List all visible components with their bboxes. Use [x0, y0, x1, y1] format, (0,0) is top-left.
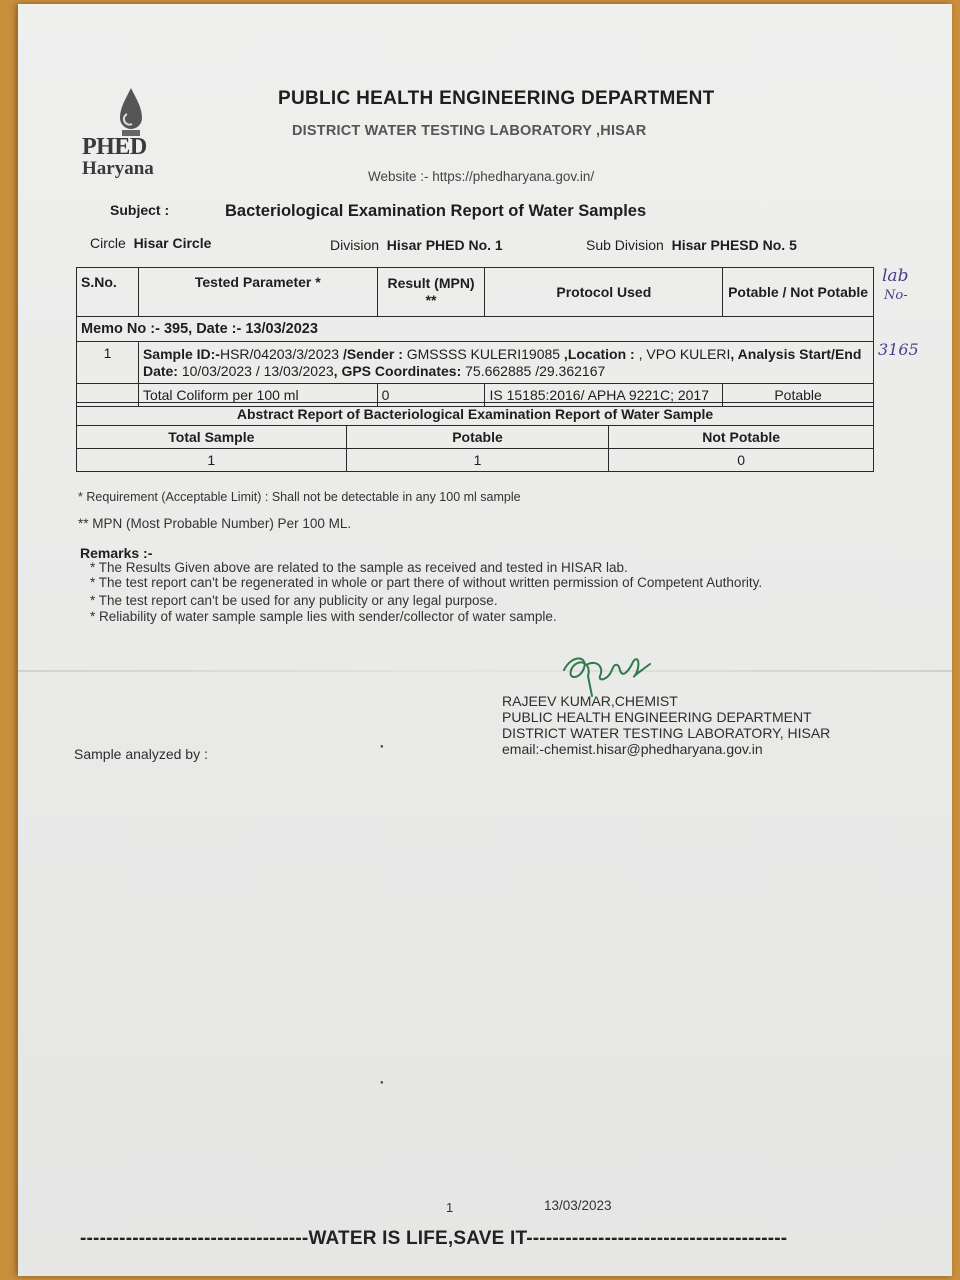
- abstract-header-potable: Potable: [346, 426, 609, 449]
- signatory-lab: DISTRICT WATER TESTING LABORATORY, HISAR: [502, 725, 831, 741]
- result-value: 0: [377, 384, 485, 407]
- gps-value: 75.662885 /29.362167: [461, 362, 606, 379]
- sample-id: HSR/04203/3/2023: [219, 345, 340, 362]
- subject-label: Subject :: [110, 202, 170, 218]
- handwritten-lab: lab: [882, 266, 909, 286]
- footer-date: 13/03/2023: [544, 1198, 612, 1213]
- memo-row: [77, 317, 874, 342]
- sample-details: [138, 342, 873, 384]
- location-value: , VPO KULERI: [638, 345, 731, 362]
- abstract-table: [76, 402, 874, 472]
- department-title: PUBLIC HEALTH ENGINEERING DEPARTMENT: [278, 88, 715, 109]
- analysis-label: , Analysis Start/End Date:: [142, 345, 862, 379]
- abstract-header-total: Total Sample: [77, 426, 347, 449]
- sample-row: [77, 342, 874, 384]
- subject-text: Bacteriological Examination Report of Water Samples: [225, 202, 647, 220]
- mpn-note: ** MPN (Most Probable Number) Per 100 ML.: [78, 516, 352, 531]
- header-sno: S.No.: [77, 268, 139, 317]
- remark-item: * The Results Given above are related to the sample as received and tested in HISAR lab.: [90, 560, 628, 575]
- division-label: Division: [330, 237, 380, 253]
- abstract-value-row: [77, 449, 874, 472]
- paper-fold: [18, 670, 952, 672]
- circle-field: [90, 235, 211, 251]
- result-potable: Potable: [723, 384, 874, 407]
- signatory-name: RAJEEV KUMAR,CHEMIST: [502, 693, 678, 709]
- signatory-dept: PUBLIC HEALTH ENGINEERING DEPARTMENT: [502, 709, 812, 725]
- analysis-dates: 10/03/2023 / 13/03/2023: [177, 362, 334, 379]
- phed-logo: [80, 82, 190, 182]
- handwritten-no: No-: [884, 288, 908, 303]
- subdivision-value: Hisar PHESD No. 5: [671, 237, 797, 253]
- signatory-email: email:-chemist.hisar@phedharyana.gov.in: [502, 741, 763, 757]
- abstract-not-potable: 0: [609, 449, 874, 472]
- division-value: Hisar PHED No. 1: [386, 237, 503, 253]
- remark-item: * The test report can't be used for any publicity or any legal purpose.: [90, 593, 498, 608]
- header-result: Result (MPN) **: [377, 268, 485, 317]
- logo-line2: Haryana: [82, 158, 154, 179]
- remarks-heading: Remarks :-: [80, 545, 153, 561]
- sender-value: GMSSSS KULERI19085: [406, 345, 561, 362]
- memo-text: Memo No :- 395, Date :- 13/03/2023: [77, 317, 874, 342]
- abstract-header-row: [77, 426, 874, 449]
- abstract-total: 1: [77, 449, 347, 472]
- result-protocol: IS 15185:2016/ APHA 9221C; 2017: [485, 384, 723, 407]
- abstract-title-row: [77, 403, 874, 426]
- subdivision-label: Sub Division: [586, 237, 664, 253]
- footer-slogan: -----------------------------------WATER IS LIFE,SAVE IT----------------------------------------: [80, 1228, 788, 1249]
- dot-mark: ●: [380, 1080, 384, 1086]
- header-protocol: Protocol Used: [485, 268, 723, 317]
- remark-item: * Reliability of water sample sample lies with sender/collector of water sample.: [90, 609, 557, 624]
- circle-label: Circle: [90, 235, 126, 251]
- abstract-header-not-potable: Not Potable: [609, 426, 874, 449]
- website-text: Website :- https://phedharyana.gov.in/: [368, 169, 595, 184]
- remark-item: * The test report can't be regenerated in whole or part there of without written permission of Competent Authority.: [90, 575, 763, 590]
- requirement-note: * Requirement (Acceptable Limit) : Shall not be detectable in any 100 ml sample: [78, 490, 521, 504]
- sample-sno: 1: [77, 342, 139, 384]
- gps-label: , GPS Coordinates:: [333, 362, 462, 379]
- table-header-row: [77, 268, 874, 317]
- handwritten-number: 3165: [878, 340, 919, 359]
- dot-mark: ●: [380, 744, 384, 750]
- results-table: [76, 267, 874, 407]
- subdivision-field: [586, 237, 797, 253]
- report-page: [18, 4, 952, 1276]
- abstract-title: Abstract Report of Bacteriological Examination Report of Water Sample: [77, 403, 874, 426]
- header-potable: Potable / Not Potable: [723, 268, 874, 317]
- lab-subtitle: DISTRICT WATER TESTING LABORATORY ,HISAR: [292, 123, 647, 139]
- header-parameter: Tested Parameter *: [138, 268, 377, 317]
- sample-analyzed-by: Sample analyzed by :: [74, 746, 208, 762]
- result-parameter: Total Coliform per 100 ml: [138, 384, 377, 407]
- water-drop-icon: [116, 86, 146, 138]
- abstract-potable: 1: [346, 449, 609, 472]
- sender-label: /Sender :: [339, 345, 407, 362]
- page-number: 1: [446, 1200, 454, 1215]
- circle-value: Hisar Circle: [133, 235, 212, 251]
- sample-id-label: Sample ID:-: [142, 345, 220, 362]
- division-field: [330, 237, 503, 253]
- logo-line1: PHED: [82, 134, 147, 160]
- location-label: ,Location :: [560, 345, 639, 362]
